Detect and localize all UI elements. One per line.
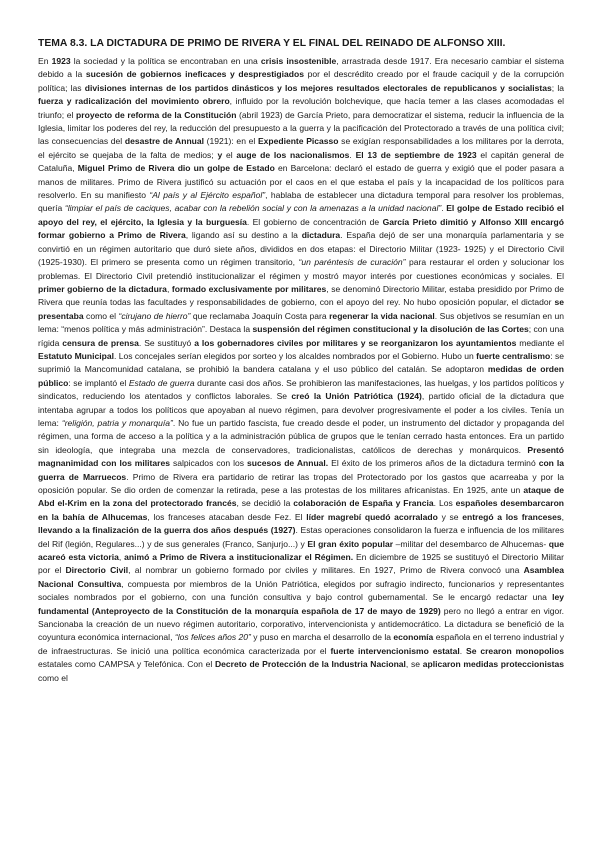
text-run: . (459, 645, 467, 656)
text-run: . El gobierno de concentración de (246, 216, 383, 227)
text-run: y se (437, 511, 463, 522)
text-run: , los franceses atacaban desde Fez. El (147, 511, 307, 522)
bold-text-run: que acareó esta victoria (38, 538, 564, 563)
bold-text-run: llevando a la finalización de la guerra dos años después (1927) (38, 525, 296, 536)
italic-text-run: “un paréntesis de curación” (298, 257, 406, 268)
italic-text-run: “limpiar el país de caciques, acabar con la rebelión social y con la amenazas a la unidad nacional” (64, 203, 442, 214)
bold-text-run: primer gobierno de la dictadura (38, 283, 167, 294)
bold-text-run: españoles desembarcaron en la bahía de Alhucemas (38, 498, 565, 522)
italic-text-run: “Al país y al Ejército español” (149, 190, 266, 201)
page-title: TEMA 8.3. LA DICTADURA DE PRIMO DE RIVERA Y EL FINAL DEL REINADO DE ALFONSO XIII. (38, 38, 506, 49)
bold-text-run: economía (393, 632, 434, 643)
bold-text-run: con la guerra de Marruecos (38, 458, 564, 482)
bold-text-run: Decreto de Protección de la Industria Nacional (214, 659, 406, 670)
text-run: . (349, 149, 356, 160)
text-run: : se suprimió la Mancomunidad catalana, se prohibió la bandera catalana y el uso público del catalán. Se adoptaron (38, 350, 564, 375)
bold-text-run: suspensión del régimen constitucional y la disolución de las Cortes (252, 324, 529, 335)
text-run: . Los (433, 498, 456, 509)
text-run: , (561, 511, 565, 522)
text-run: . Los concejales serían elegidos por sorteo y los alcaldes nombrados por el Gobierno. Hubo un (113, 350, 477, 361)
text-run: , partido oficial de la dictadura que intentaba agrupar a todos los políticos que apoyaban al nuevo régimen, para devolver progresivamente el poder a los civiles. Tenía un lema: (38, 391, 564, 428)
bold-text-run: líder magrebí quedó acorralado (306, 511, 438, 522)
text-run: . Se sustituyó (138, 337, 195, 348)
bold-text-run: regenerar la vida nacional (329, 310, 435, 321)
text-run: . España dejó de ser una monarquía parlamentaria y se convirtió en un régimen autoritario que duró siete años, divididos en dos etapas: el Directorio Militar (1923- 1925) y el Directorio Civil (1925-1930). El primero se presenta como un régimen transitorio, (38, 230, 564, 268)
bold-text-run: 1923 (51, 56, 71, 66)
text-run: El éxito de los primeros años de la dictadura terminó (328, 458, 539, 469)
text-run: , al nombrar un gobierno formado por civiles y militares. En 1927, Primo de Rivera convocó una (128, 565, 524, 576)
text-run: , influido por la revolución bolchevique, que hacía temer a las clases acomodadas el triunfo; el (38, 96, 564, 120)
bold-text-run: Miguel Primo de Rivera dio un golpe de Estado (77, 163, 275, 174)
text-run: . No fue un partido fascista, fue creado desde el poder, un instrumento del dictador y propaganda del régimen, una forma de acceso a la política y a la administración pública de grupos que le tenían cerrado hasta entonces. Era un partido sin ideología, que integraba una mezcla de conservadores, tradicionalistas, católicos de derechas y monárquicos. (38, 417, 564, 455)
text-run: salpicados con los (169, 458, 247, 469)
text-run: , arrastrada desde 1917. Era necesario cambiar el sistema debido a la (38, 56, 565, 80)
text-run: . Sus objetivos se resumían en un lema: “menos política y más administración”. Destaca la (38, 310, 564, 335)
bold-text-run: El gran éxito popular (307, 538, 394, 549)
text-run: mediante el (516, 337, 564, 348)
text-run: , ligando así su destino a la (185, 230, 302, 241)
text-run: (abril 1923) de García Prieto, para democratizar el sistema, reducir la influencia de la Iglesia, limitar los poderes del rey, la reducción del presupuesto a la guerra y la pacificación del Protectorado a través de una política civil; las consecuencias del (38, 109, 564, 147)
text-run: se exigían responsabilidades a los militares por la derrota, el ejército se quejaba de la falta de medios; (38, 136, 564, 160)
text-run: En (38, 56, 52, 66)
bold-text-run: aplicaron medidas proteccionistas (422, 659, 564, 670)
text-run: el capitán general de Cataluña, (38, 149, 564, 174)
text-run: , se decidió la (236, 498, 294, 509)
bold-text-run: dictadura (301, 230, 341, 241)
text-run: , (118, 552, 125, 563)
bold-text-run: fuerte centralismo (476, 350, 551, 361)
bold-text-run: colaboración de España y Francia (293, 498, 434, 509)
text-run: , se (405, 659, 423, 670)
text-run: , (166, 283, 172, 294)
bold-text-run: fuerte intervencionismo estatal (330, 645, 460, 656)
bold-text-run: desastre de Annual (124, 136, 205, 147)
bold-text-run: El golpe de Estado recibió el apoyo del rey, el ejército, la Iglesia y la burguesía (38, 203, 564, 227)
text-run: el (222, 149, 237, 160)
bold-text-run: formado exclusivamente por militares (171, 283, 327, 294)
text-run: ; la (551, 82, 564, 93)
bold-text-run: Se crearon monopolios (466, 645, 565, 656)
text-run: –militar del desembarco de Alhucemas- (393, 538, 549, 549)
bold-text-run: García Prieto dimitió y Alfonso XIII encargó formar gobierno a Primo de Rivera (38, 216, 564, 241)
text-run: . (441, 203, 447, 214)
bold-text-run: divisiones internas de los partidos dinásticos y los mejores resultados electorales de republicanos y socialistas (84, 82, 552, 93)
bold-text-run: entregó a los franceses (462, 511, 562, 522)
bold-text-run: auge de los nacionalismos (236, 149, 350, 160)
text-run: : se implantó el (68, 377, 129, 388)
text-run: En diciembre de 1925 se sustituyó el Directorio Militar por el (38, 552, 565, 576)
bold-text-run: crisis insostenible (260, 56, 337, 66)
bold-text-run: El 13 de septiembre de 1923 (355, 149, 477, 160)
text-run: estatales como CAMPSA y Telefónica. Con el (38, 659, 215, 670)
text-run: , hablaba de establecer una dictadura temporal para resolver los problemas, quería (38, 190, 564, 214)
bold-text-run: a los gobernadores civiles por militares y se reorganizaron los ayuntamientos (194, 337, 517, 348)
text-run: , se denominó Directorio Militar, estaba presidido por Primo de Rivera que reunía todas las facultades y responsabilidades de gobierno, con el apoyo del rey. No hubo oposición popular, el dictador (38, 283, 565, 308)
text-run: para restaurar el orden y solucionar los problemas. El Directorio Civil pretendió institucionalizar el régimen y mostró mayor interés por cuestiones económicas y sociales. El (38, 257, 565, 281)
bold-text-run: sucesos de Annual. (247, 458, 329, 469)
text-run: durante casi dos años. Se prohibieron las manifestaciones, las huelgas, y los partidos políticos y sindicatos, reduciendo los atentados y conflictos laborales. Se (38, 377, 565, 402)
bold-text-run: censura de prensa (62, 337, 139, 348)
text-run: (1921): en el (204, 136, 258, 147)
text-run: . Estas operaciones consolidaron la fuerza e influencia de los militares del Rif (legión, Regulares...) y de sus generales (Franco, Sanjurjo...) y (38, 525, 564, 549)
text-run: en Barcelona: declaró el estado de guerra y exigió que el poder pasara a manos de militares. Primo de Rivera justificó su actuación por el caos en el que estaba el país y la incapacidad de los políticos para resolverlo. En su manifiesto (38, 163, 564, 201)
bold-text-run: Asamblea Nacional Consultiva (38, 565, 564, 589)
text-run: por el descrédito creado por el fraude caciquil y de la corrupción política; las (38, 69, 564, 93)
bold-text-run: ley fundamental (Anteproyecto de la Constitución de la monarquía española de 17 de mayo de 1929) (38, 592, 564, 616)
text-run: , compuesta por miembros de la Unión Patriótica, elegidos por sufragio indirecto, funcionarios y representantes sociales nombrados por el gobierno, con una función consultiva y bajo control gubernamental. Se le encargó redactar una (38, 578, 564, 603)
bold-text-run: creó la Unión Patriótica (1924) (291, 391, 422, 402)
text-run: la sociedad y la política se encontraban en una (70, 56, 261, 66)
bold-text-run: Directorio Civil (65, 565, 129, 576)
bold-text-run: se presentaba (38, 297, 564, 321)
bold-text-run: animó a Primo de Rivera a institucionalizar el Régimen. (124, 552, 354, 563)
bold-text-run: Estatuto Municipal (38, 350, 114, 361)
text-run: como el (38, 672, 68, 683)
bold-text-run: ataque de Abd el-Krim en la zona del protectorado francés (38, 485, 564, 509)
bold-text-run: proyecto de reforma de la Constitución (76, 109, 237, 120)
bold-text-run: sucesión de gobiernos ineficaces y desprestigiados (85, 69, 304, 80)
text-run: como el (83, 310, 119, 321)
text-run: pero no llegó a entrar en vigor. Sancionaba la creación de un nuevo régimen autoritario, corporativo, intervencionista y antidemocrático. La dictadura se benefició de la coyuntura económica internacional, (38, 605, 564, 643)
text-run: que reclamaba Joaquín Costa para (190, 310, 330, 321)
italic-text-run: “religión, patria y monarquía” (61, 417, 173, 428)
italic-text-run: Estado de guerra (128, 377, 195, 388)
text-run: y puso en marcha el desarrollo de la (250, 632, 394, 643)
bold-text-run: fuerza y radicalización del movimiento obrero (38, 96, 230, 107)
body-paragraph (38, 55, 564, 685)
bold-text-run: medidas de orden público (38, 364, 564, 388)
italic-text-run: “cirujano de hierro” (118, 310, 191, 321)
bold-text-run: y (217, 149, 223, 160)
text-run: . Primo de Rivera era partidario de retirar las tropas del Protectorado por los gastos que acarreaba y por la oposición popular. Se dio orden de comenzar la retirada, pese a las protestas de los militares africanistas. En 1925, ante un (38, 471, 564, 495)
bold-text-run: Presentó magnanimidad con los militares (38, 444, 564, 469)
text-run: ; con una rígida (38, 324, 564, 348)
italic-text-run: “los felices años 20” (174, 632, 251, 643)
text-run: española en el terreno industrial y de infraestructuras. Se inició una política económica caracterizada por el (38, 632, 564, 656)
bold-text-run: Expediente Picasso (257, 136, 339, 147)
